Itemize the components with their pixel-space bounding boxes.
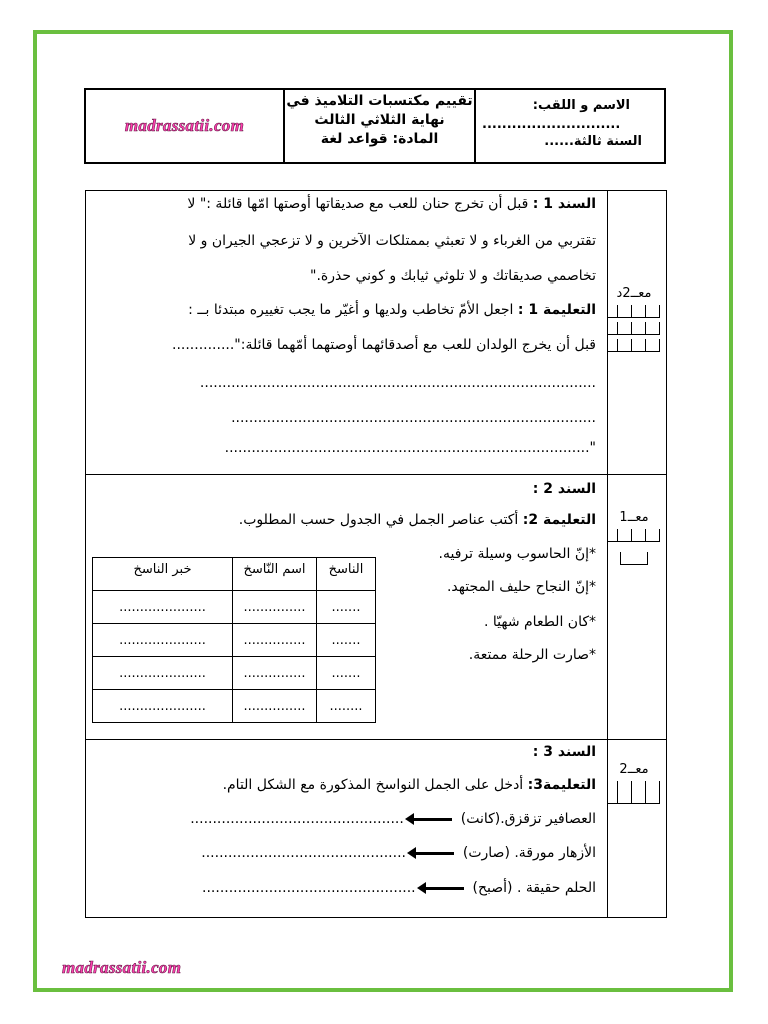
instruction1-text: اجعل الأمّ تخاطب ولديها و أغيّر ما يجب تغييره مبتدئا بــ : [188, 302, 514, 318]
sentence-3: *كان الطعام شهيّا . [483, 614, 596, 630]
instruction3-text: أدخل على الجمل النواسخ المذكورة مع الشكل التام. [222, 777, 524, 793]
exam-title-line2: نهاية الثلاثي الثالث [314, 112, 445, 128]
arrow-left-icon [414, 852, 454, 855]
table-cell[interactable]: ..................... [93, 657, 233, 690]
score-ticks [608, 322, 660, 335]
class-label: السنة ثالثة...... [544, 134, 642, 149]
arrow-left-icon [424, 887, 464, 890]
name-label: الاسم و اللقب: [532, 98, 630, 113]
section1-text1: قبل أن تخرج حنان للعب مع صديقاتها أوصتها امّها قائلة :" لا [187, 196, 529, 212]
exam-subject: المادة: قواعد لغة [320, 131, 439, 147]
section2-heading: السند 2 : [532, 481, 596, 497]
sentence-2: *إنّ النجاح حليف المجتهد. [446, 579, 596, 595]
header-logo-cell [86, 90, 283, 162]
item-sentence: العصافير تزقزق.(كانت) [460, 811, 596, 827]
table-row [93, 690, 376, 723]
table-row [93, 624, 376, 657]
instruction2-text: أكتب عناصر الجمل في الجدول حسب المطلوب. [238, 512, 519, 528]
table-cell[interactable]: ....... [317, 591, 376, 624]
score-box-2 [608, 510, 660, 565]
student-info-cell [474, 90, 664, 162]
score-label-2: معــ1 [619, 510, 649, 525]
answer1-line3[interactable]: ".................................................................................. [224, 440, 596, 456]
col-header: الناسخ [317, 558, 376, 591]
section-1 [86, 191, 666, 474]
section1-text3: تخاصمي صديقاتك و لا تلوثي ثيابك و كوني حذرة." [310, 268, 596, 284]
section1-text2: تقتربي من الغرباء و لا تعبثي بممتلكات الآخرين و لا تزعجي الجيران و لا [188, 233, 596, 249]
section3-heading: السند 3 : [532, 744, 596, 760]
score-box-3 [608, 762, 660, 804]
score-box-1 [608, 286, 660, 352]
score-ticks [608, 781, 660, 804]
exercise-table [85, 190, 667, 918]
section-3 [86, 740, 666, 917]
table-cell[interactable]: ............... [233, 657, 317, 690]
arrow-left-icon [412, 818, 452, 821]
exam-title-line1: تقييم مكتسبات التلاميذ في [286, 93, 473, 109]
footer-watermark[interactable]: madrassatii.com [62, 958, 182, 977]
table-cell[interactable]: ............... [233, 690, 317, 723]
score-ticks [608, 529, 660, 542]
item-blank[interactable]: ................................................ [202, 880, 416, 896]
score-ticks [608, 339, 660, 352]
sentence-4: *صارت الرحلة ممتعة. [468, 647, 596, 663]
table-cell[interactable]: ............... [233, 624, 317, 657]
table-row [93, 657, 376, 690]
table-cell[interactable]: ..................... [93, 591, 233, 624]
table-cell[interactable]: ............... [233, 591, 317, 624]
instruction3-label: التعليمة3: [527, 777, 596, 793]
section1-heading: السند 1 : [532, 196, 596, 212]
table-row [93, 591, 376, 624]
answer-table [92, 557, 376, 723]
answer1-line1[interactable]: ......................................................................................... [199, 375, 596, 391]
answer1-line2[interactable]: .................................................................................. [231, 410, 596, 426]
name-field[interactable]: ............................ [482, 117, 621, 132]
instruction2-label: التعليمة 2: [522, 512, 596, 528]
item-blank[interactable]: .............................................. [201, 845, 406, 861]
col-header: اسم النّاسخ [233, 558, 317, 591]
score-ticks [608, 305, 660, 318]
table-cell[interactable]: ....... [317, 657, 376, 690]
site-logo[interactable]: madrassatii.com [124, 116, 245, 135]
sentence-1: *إنّ الحاسوب وسيلة ترفيه. [438, 546, 596, 562]
score-label-3: معــ2 [619, 762, 649, 777]
score-ticks [620, 552, 648, 565]
exam-header [84, 88, 666, 164]
table-cell[interactable]: ..................... [93, 690, 233, 723]
item-sentence: الحلم حقيقة . (أصبح) [472, 880, 596, 896]
section-2 [86, 475, 666, 739]
answer1-start[interactable]: قبل أن يخرج الولدان للعب مع أصدقائهما أوصتهما أمّهما قائلة:".............. [172, 337, 596, 353]
item-blank[interactable]: ................................................ [190, 811, 404, 827]
score-label-1: معــ2د [616, 286, 652, 301]
instruction1-label: التعليمة 1 : [517, 302, 596, 318]
exam-title-cell [283, 90, 474, 162]
col-header: خبر الناسخ [93, 558, 233, 591]
table-cell[interactable]: ........ [317, 690, 376, 723]
item-sentence: الأزهار مورقة. (صارت) [462, 845, 596, 861]
table-cell[interactable]: ..................... [93, 624, 233, 657]
table-cell[interactable]: ....... [317, 624, 376, 657]
